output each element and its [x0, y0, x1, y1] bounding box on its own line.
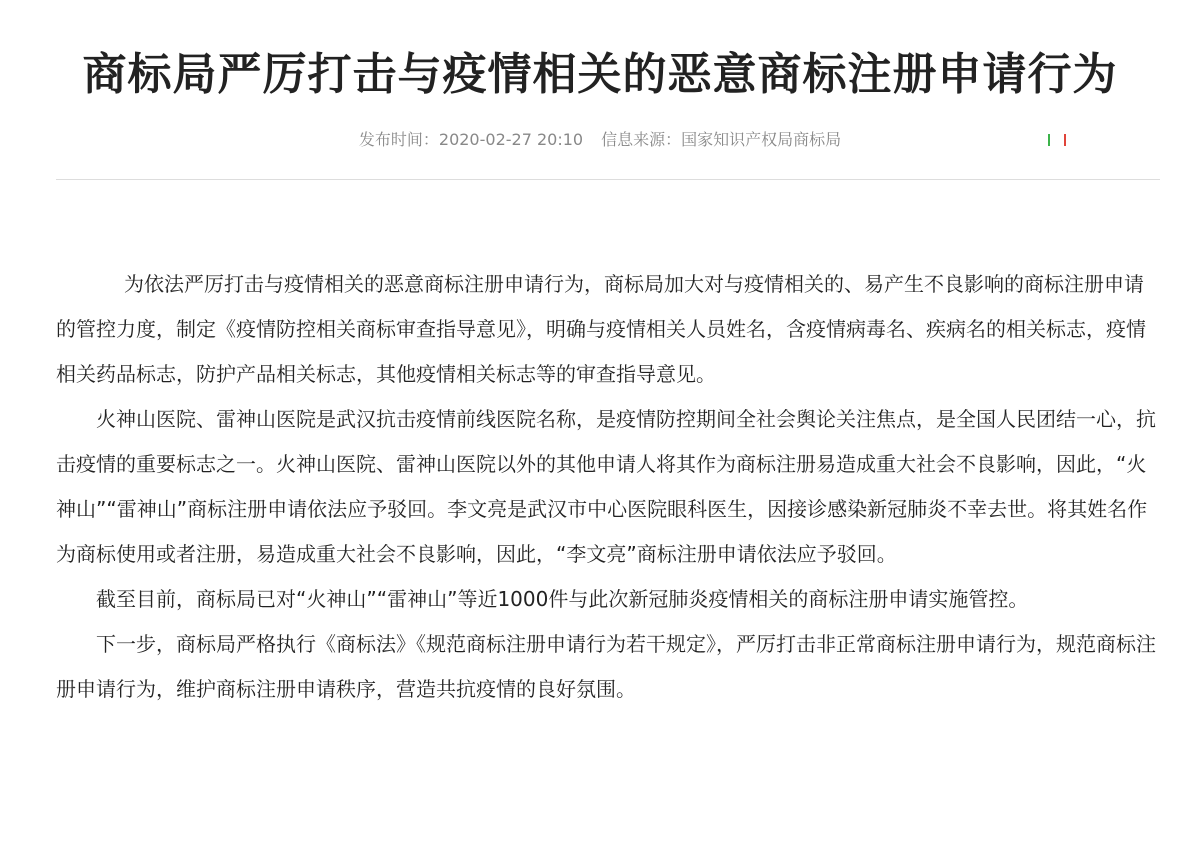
share-green-icon[interactable]	[1048, 134, 1050, 146]
paragraph: 下一步，商标局严格执行《商标法》《规范商标注册申请行为若干规定》，严厉打击非正常商标注册申请行为，规范商标注册申请行为，维护商标注册申请秩序，营造共抗疫情的良好氛围。	[56, 632, 1156, 701]
publish-label: 发布时间：	[358, 130, 439, 149]
article-title: 商标局严厉打击与疫情相关的恶意商标注册申请行为	[82, 49, 1118, 100]
article-body	[56, 262, 1156, 712]
paragraph: 截至目前，商标局已对“火神山”“雷神山”等近1000件与此次新冠肺炎疫情相关的商标注册申请实施管控。	[96, 587, 1029, 611]
publish-time: 2020-02-27 20:10	[438, 130, 584, 149]
paragraph: 火神山医院、雷神山医院是武汉抗击疫情前线医院名称，是疫情防控期间全社会舆论关注焦点，是全国人民团结一心，抗击疫情的重要标志之一。火神山医院、雷神山医院以外的其他申请人将其作为商标注册易造成重大社会不良影响，因此，“火神山”“雷神山”商标注册申请依法应予驳回。李文亮是武汉市中心医院眼科医生，因接诊感染新冠肺炎不幸去世。将其姓名作为商标使用或者注册，易造成重大社会不良影响，因此，“李文亮”商标注册申请依法应予驳回。	[56, 407, 1156, 566]
share-red-icon[interactable]	[1064, 134, 1066, 146]
source-label: 信息来源：	[601, 130, 682, 149]
divider	[56, 179, 1160, 180]
share-icons	[1048, 134, 1066, 146]
article-meta	[0, 127, 1200, 153]
source-name: 国家知识产权局商标局	[681, 130, 842, 149]
paragraph: 为依法严厉打击与疫情相关的恶意商标注册申请行为，商标局加大对与疫情相关的、易产生不良影响的商标注册申请的管控力度，制定《疫情防控相关商标审查指导意见》，明确与疫情相关人员姓名，含疫情病毒名、疾病名的相关标志，疫情相关药品标志，防护产品相关标志，其他疫情相关标志等的审查指导意见。	[56, 272, 1146, 386]
